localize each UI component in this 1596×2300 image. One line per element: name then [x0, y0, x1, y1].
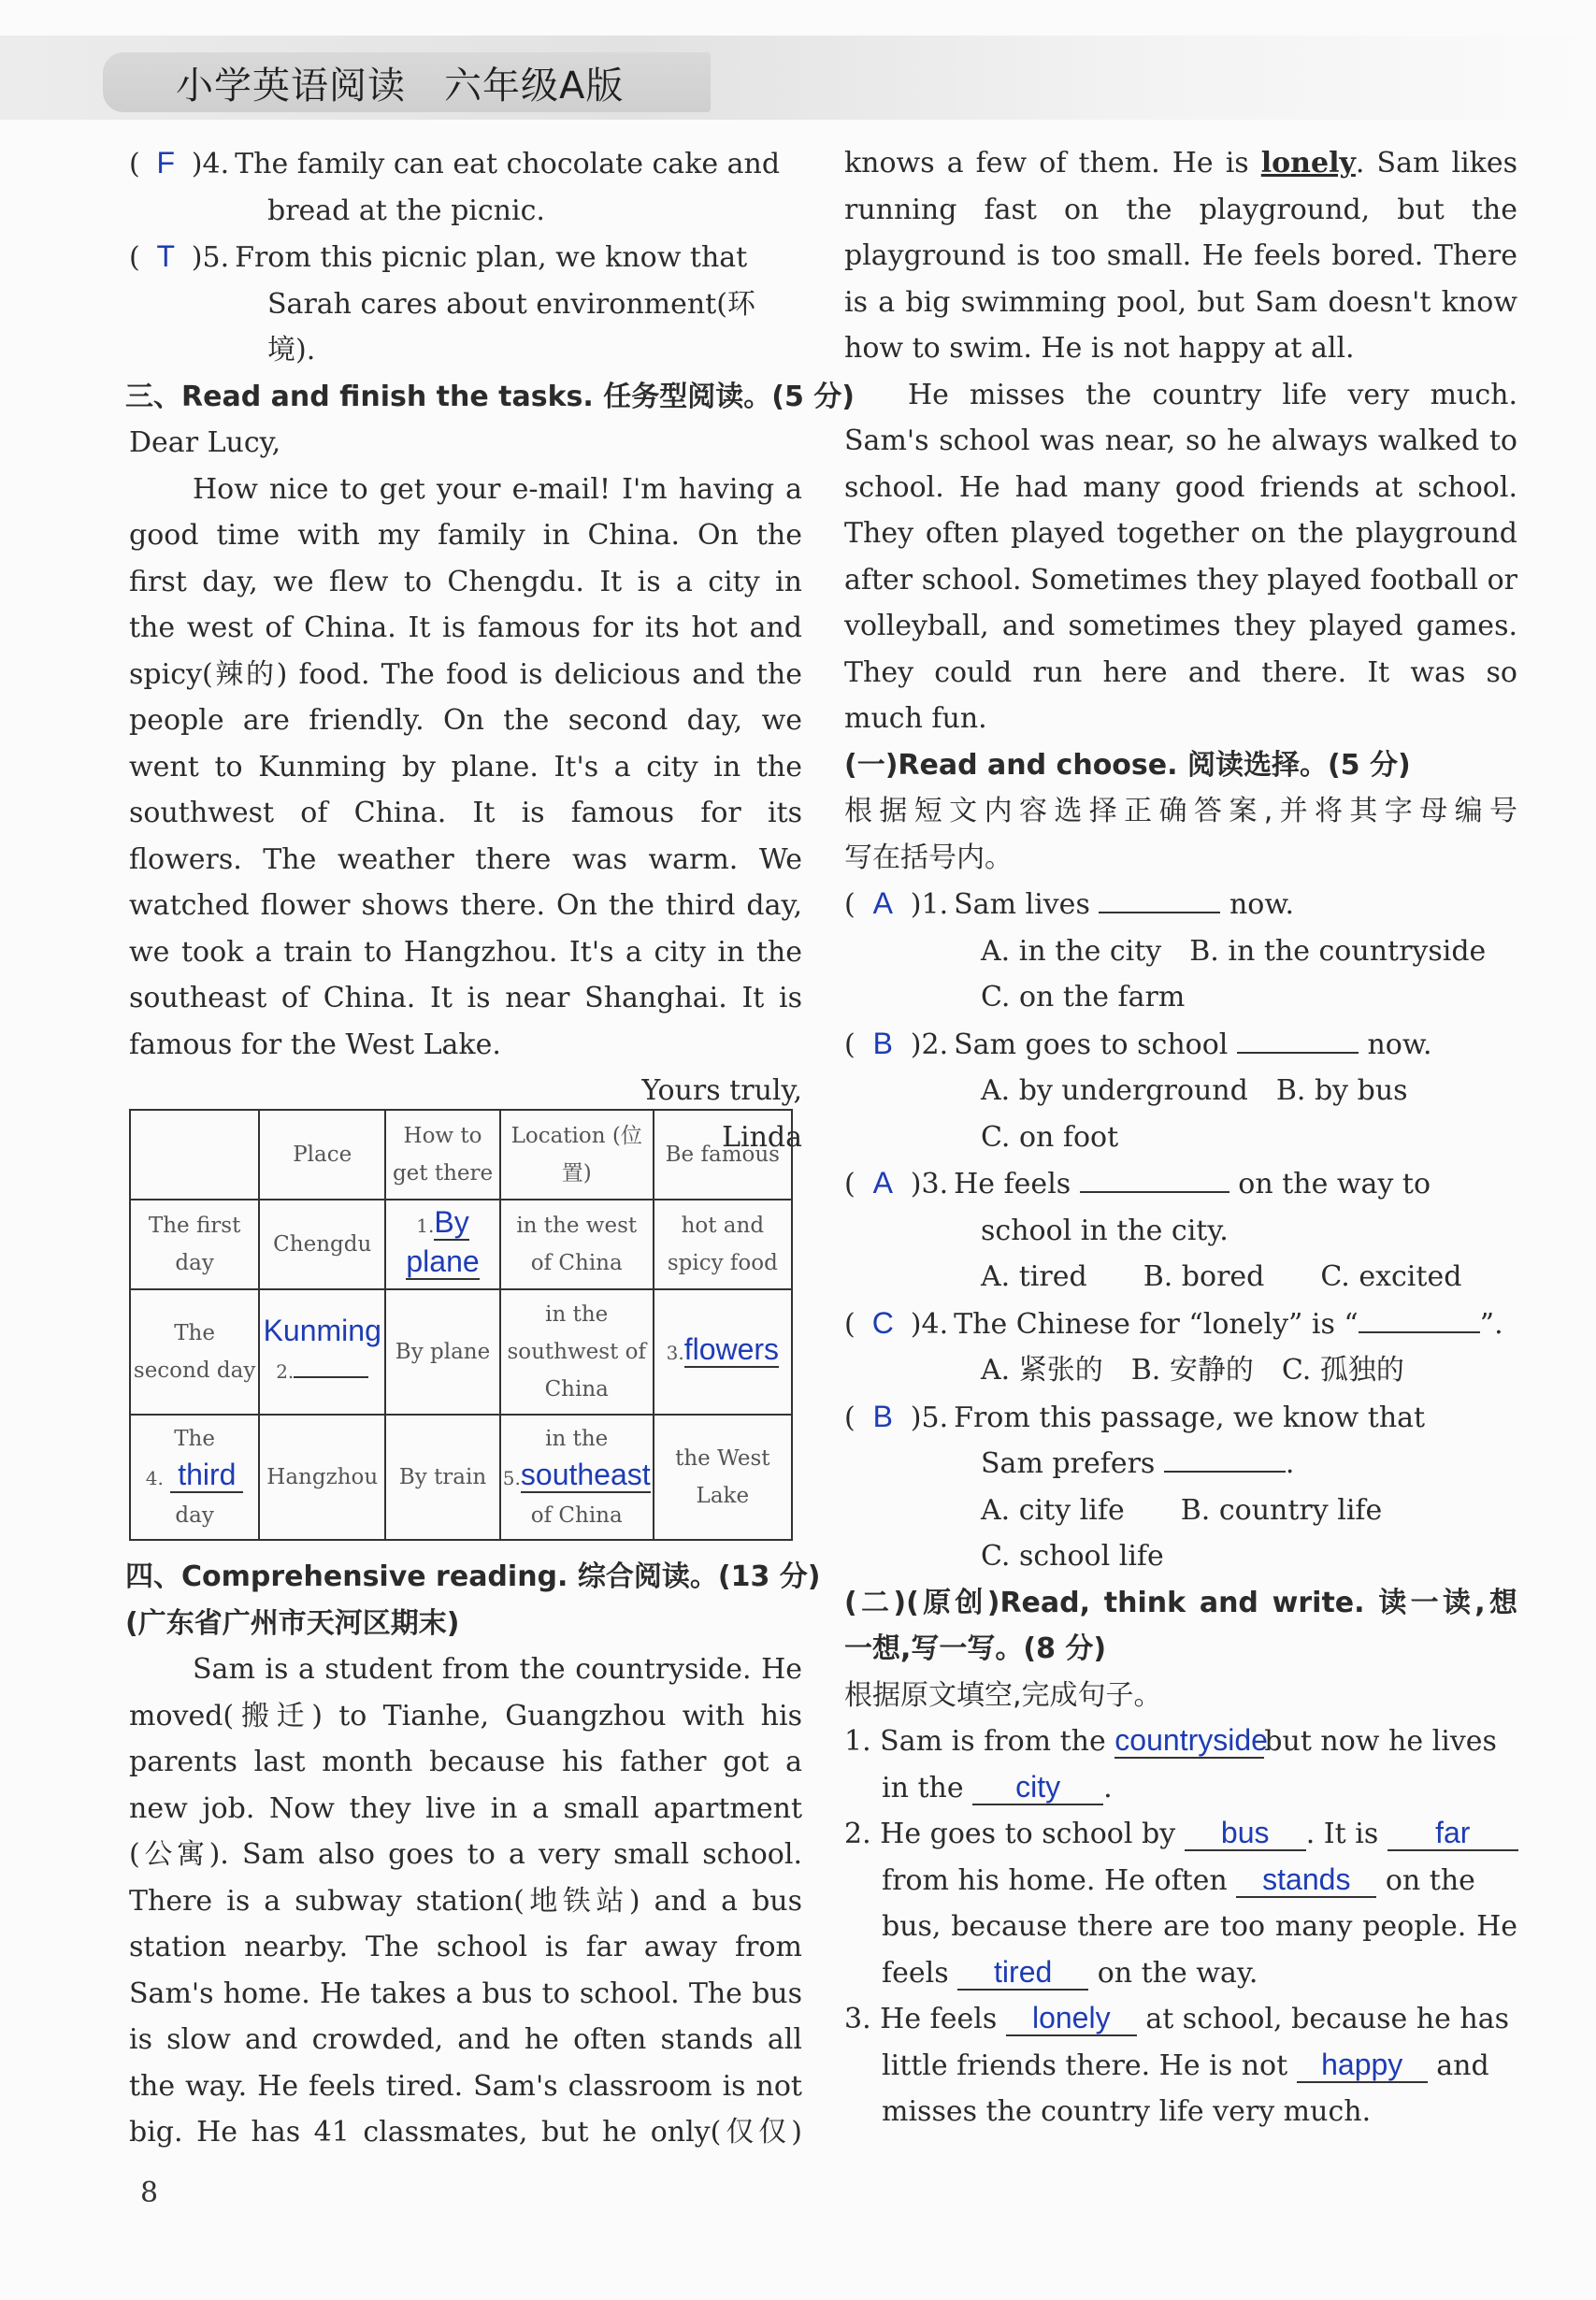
part-1-instruction: 根据短文内容选择正确答案,并将其字母编号	[844, 795, 1517, 827]
mc-question-cont: Sam prefers .	[981, 1447, 1295, 1480]
passage-line: the way. He feels tired. Sam's classroom is not	[129, 2069, 802, 2103]
mc-options: A. city life B. country life	[981, 1493, 1383, 1527]
passage-line: how to swim. He is not happy at all.	[844, 332, 1355, 365]
mc-question: ( B )5. From this passage, we know that	[844, 1394, 1517, 1442]
letter-line: spicy(辣的) food. The food is delicious and the	[129, 657, 802, 691]
letter-line: people are friendly. On the second day, we	[129, 704, 802, 737]
letter-line: flowers. The weather there was warm. We	[129, 842, 802, 876]
tf-answer: F	[156, 146, 176, 180]
passage-line: Sam's home. He takes a bus to school. The bus	[129, 1977, 802, 2010]
mc-answer: A	[872, 1166, 893, 1200]
section-4-source: (广东省广州市天河区期末)	[125, 1606, 460, 1640]
fill-sentence: 1. Sam is from the countrysidebut now he lives	[844, 1723, 1497, 1758]
letter-line: southwest of China. It is famous for its	[129, 797, 802, 829]
mc-question: ( A )1. Sam lives now.	[844, 881, 1517, 928]
right-column	[844, 140, 1517, 2135]
answer-2: Kunming	[263, 1314, 381, 1347]
page-number: 8	[140, 2177, 159, 2209]
table-row: The first day Chengdu 1.By plane in the west of China hot and spicy food	[130, 1200, 792, 1289]
tf-question-4: ( F )4. The family can eat chocolate cake and	[129, 140, 802, 188]
answer-5: southeast	[520, 1458, 651, 1491]
letter-line: southeast of China. It is near Shanghai. It is	[129, 982, 802, 1014]
letter-greeting: Dear Lucy,	[129, 426, 281, 459]
left-column	[125, 140, 855, 1160]
mc-answer: B	[872, 1026, 893, 1060]
mc-options: A. tired B. bored C. excited	[981, 1260, 1462, 1293]
book-title: 小学英语阅读 六年级A版	[176, 65, 625, 108]
tf-answer: T	[156, 239, 176, 273]
table-row: The second day Kunming 2. By plane in the southwest of China 3.flowers	[130, 1289, 792, 1415]
passage-line: much fun.	[844, 702, 987, 735]
passage-line: school. He had many good friends at school.	[844, 470, 1517, 504]
passage-line: is a big swimming pool, but Sam doesn't know	[844, 285, 1517, 319]
highlighted-word: lonely	[1260, 147, 1356, 180]
letter-line: good time with my family in China. On the	[129, 519, 802, 552]
fill-sentence-cont: misses the country life very much.	[882, 2095, 1372, 2128]
section-4-heading: 四、Comprehensive reading. 综合阅读。(13 分)	[125, 1560, 821, 1593]
mc-options: C. school life	[981, 1540, 1164, 1573]
passage-line: is slow and crowded, and he often stands all	[129, 2023, 802, 2056]
passage-line: knows a few of them. He is lonely. Sam likes	[844, 147, 1517, 180]
letter-closing: Yours truly,	[641, 1074, 802, 1107]
part-1-heading: (一)Read and choose. 阅读选择。(5 分)	[844, 748, 1411, 782]
table-row: The 4. third day Hangzhou By train in the 5.southeast of China the West Lake	[130, 1415, 792, 1540]
mc-question-cont: school in the city.	[981, 1214, 1229, 1247]
fill-answer: countryside	[1114, 1723, 1268, 1757]
passage-line: new job. Now they live in a small apartment	[129, 1791, 802, 1825]
passage-line: station nearby. The school is far away from	[129, 1931, 802, 1963]
passage-line: volleyball, and sometimes they played games.	[844, 610, 1517, 642]
passage-line: running fast on the playground, but the	[844, 193, 1517, 226]
passage-line: Sam's school was near, so he always walked to	[844, 424, 1517, 457]
passage-line: playground is too small. He feels bored. There	[844, 239, 1517, 272]
fill-sentence: 2. He goes to school by bus . It is far	[844, 1811, 1517, 1858]
tf-question-5-cont: Sarah cares about environment(环境).	[267, 287, 755, 367]
letter-signature: Linda	[722, 1120, 802, 1154]
fill-answer: city	[972, 1770, 1103, 1805]
fill-answer: stands	[1236, 1862, 1376, 1898]
answer-1: By plane	[406, 1205, 480, 1278]
passage-line: They could run here and there. It was so	[844, 655, 1517, 689]
answer-4: third	[170, 1458, 243, 1493]
passage-line: after school. Sometimes they played football or	[844, 563, 1517, 597]
passage-line: He misses the country life very much.	[908, 378, 1517, 411]
fill-answer: tired	[957, 1955, 1088, 1991]
task-table	[129, 1109, 793, 1541]
mc-options: A. by underground B. by bus	[981, 1074, 1408, 1107]
mc-answer: A	[872, 886, 893, 920]
part-2-heading: 一想,写一写。(8 分)	[844, 1632, 1107, 1665]
fill-sentence-cont: from his home. He often stands on the	[882, 1862, 1475, 1897]
mc-answer: C	[871, 1305, 894, 1340]
part-2-instruction: 根据原文填空,完成句子。	[844, 1678, 1162, 1712]
part-2-heading: (二)(原创)Read, think and write. 读一读,想	[844, 1586, 1517, 1619]
mc-options: C. on foot	[981, 1120, 1119, 1154]
passage-line: There is a subway station(地铁站) and a bus	[129, 1884, 802, 1918]
section-3-heading: 三、Read and finish the tasks. 任务型阅读。(5 分)	[125, 380, 855, 413]
fill-answer: lonely	[1006, 2001, 1137, 2036]
table-header-row: Place How to get there Location (位置) Be famous	[130, 1110, 792, 1200]
tf-question-5: ( T )5. From this picnic plan, we know that	[129, 234, 802, 281]
fill-sentence: 3. He feels lonely at school, because he has	[844, 2001, 1509, 2035]
mc-question: ( C )4. The Chinese for “lonely” is “ ”.	[844, 1301, 1517, 1348]
passage-line: Sam is a student from the countryside. He	[193, 1653, 802, 1686]
passage-line: moved(搬迁) to Tianhe, Guangzhou with his	[129, 1699, 802, 1732]
fill-sentence-cont: little friends there. He is not happy and	[882, 2047, 1489, 2082]
passage-line: (公寓). Sam also goes to a very small school.	[129, 1838, 802, 1871]
mc-options: C. on the farm	[981, 981, 1186, 1013]
mc-answer: B	[872, 1399, 893, 1433]
passage-line: parents last month because his father got a	[129, 1746, 802, 1778]
letter-line: we took a train to Hangzhou. It's a city in the	[129, 935, 802, 969]
fill-sentence-cont: bus, because there are too many people. He	[882, 1910, 1517, 1943]
mc-options: A. in the city B. in the countryside	[981, 934, 1487, 968]
mc-question: ( A )3. He feels on the way to	[844, 1160, 1517, 1208]
letter-line: famous for the West Lake.	[129, 1028, 501, 1061]
fill-sentence-cont: in the city .	[882, 1769, 1113, 1804]
letter-line: went to Kunming by plane. It's a city in the	[129, 750, 802, 783]
mc-question: ( B )2. Sam goes to school now.	[844, 1021, 1517, 1069]
letter-line: first day, we flew to Chengdu. It is a city in	[129, 565, 802, 598]
fill-sentence-cont: feels tired on the way.	[882, 1954, 1258, 1990]
answer-3: flowers	[683, 1332, 780, 1366]
passage-line: big. He has 41 classmates, but he only(仅仅)	[129, 2116, 802, 2149]
letter-line: watched flower shows there. On the third day,	[129, 889, 802, 922]
fill-answer: far	[1388, 1816, 1518, 1851]
passage-line: They often played together on the playground	[844, 517, 1517, 550]
fill-answer: happy	[1297, 2048, 1428, 2083]
tf-question-4-cont: bread at the picnic.	[267, 194, 545, 227]
letter-line: the west of China. It is famous for its hot and	[129, 611, 802, 644]
part-1-instruction: 写在括号内。	[844, 841, 1013, 874]
fill-answer: bus	[1185, 1816, 1306, 1851]
letter-line: How nice to get your e-mail! I'm having a	[193, 472, 802, 506]
left-column-lower	[125, 1554, 821, 2156]
mc-options: A. 紧张的 B. 安静的 C. 孤独的	[981, 1354, 1404, 1387]
